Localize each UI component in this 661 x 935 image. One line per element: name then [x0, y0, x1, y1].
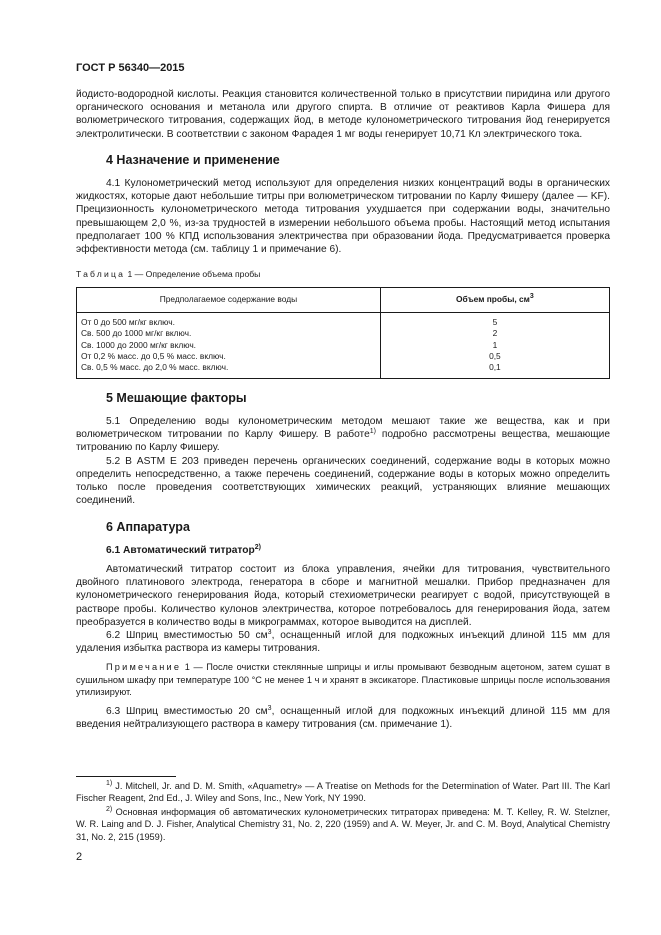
section-6-1-heading-text: 6.1 Автоматический титратор — [106, 544, 255, 556]
table-header-volume-text: Объем пробы, см — [456, 294, 530, 305]
footnote-2 — [76, 806, 610, 843]
table-body-row — [77, 312, 610, 378]
table-caption-label: Таблица — [76, 269, 126, 280]
table-row-content: От 0 до 500 мг/кг включ. — [81, 316, 175, 327]
section-5-1-text-a: 5.1 Определению воды кулонометрическим методом мешают такие же вещества, как и при волюметрическом титровании по Карлу Фишеру. В работе — [76, 416, 610, 441]
table-row-content: Св. 500 до 1000 мг/кг включ. — [81, 328, 192, 339]
sample-volume-table — [76, 287, 610, 378]
footnote-2-text: Основная информация об автоматических кулонометрических титраторах приведена: M. T. Kelley, R. W. Stelzner, W. R. Laing and D. J. Fisher, Analytical Chemistry 31, No. 2, 220 (1959) and A. W. Meyer, Jr. and C. M. Boyd, Analytical Chemistry 31, No. 2, 215 (1959). — [76, 806, 610, 842]
section-6-2-unit-sup: 3 — [267, 628, 272, 636]
table-row-volume: 5 — [492, 316, 498, 327]
table-row-volume: 2 — [492, 328, 498, 339]
main-content — [76, 88, 610, 731]
table-header-row — [77, 288, 610, 312]
table-row-content: От 0,2 % масс. до 0,5 % масс. включ. — [81, 351, 226, 362]
table-header-content — [77, 288, 381, 312]
table-row-content: Св. 1000 до 2000 мг/кг включ. — [81, 339, 197, 350]
section-6-3-unit-sup: 3 — [267, 704, 272, 712]
table-header-content-text: Предполагаемое содержание воды — [159, 294, 298, 305]
table-row-content: Св. 0,5 % масс. до 2,0 % масс. включ. — [81, 362, 229, 373]
section-6-2-paragraph — [76, 629, 610, 655]
footnote-1 — [76, 780, 610, 805]
section-5-heading: 5 Мешающие факторы — [106, 390, 247, 405]
table-caption — [76, 268, 610, 281]
footnote-1-mark: 1) — [106, 780, 113, 787]
footnote-ref-2[interactable]: 2) — [254, 543, 261, 551]
table-caption-text: 1 — Определение объема пробы — [127, 269, 261, 280]
section-6-1-paragraph: Автоматический титратор состоит из блока управления, ячейки для титрования, чувствительного двойного платинового электрода, генератора в сборе и магнитной мешалки. Прибор предназначен для кулонометрического генерирования йода, который стехиометрически реагирует с водой, присутствующей в растворе пробы. Количество кулонов электричества, которое потребовалось для генерирования йода, затем преобразуется в количество воды в микрограммах, которое выводится на дисплей. — [76, 563, 610, 628]
document-header: ГОСТ Р 56340—2015 — [76, 62, 185, 74]
note-text: 1 — После очистки стеклянные шприцы и иглы промывают безводным ацетоном, затем сушат в сушильном шкафу при температуре 100 °С не менее 1 ч и хранят в эксикаторе. Пластиковые шприцы после использования утилизируют. — [76, 662, 610, 698]
page-number: 2 — [76, 851, 83, 863]
table-header-volume — [380, 288, 609, 312]
footnote-2-mark: 2) — [106, 805, 113, 813]
section-4-heading: 4 Назначение и применение — [106, 152, 280, 167]
section-6-heading: 6 Аппаратура — [106, 519, 190, 534]
section-6-3-text-b: , оснащенный иглой для подкожных инъекций длиной 115 мм для введения нейтрализующего раствора в камеру титрования (см. примечание 1). — [76, 705, 610, 730]
section-5-1-text-b: подробно рассмотрены вещества, мешающие титрованию по Карлу Фишеру. — [76, 429, 610, 454]
section-6-3-text-a: 6.3 Шприц вместимостью 20 см — [106, 705, 268, 717]
footnote-divider — [76, 776, 176, 777]
section-5-2-paragraph: 5.2 В ASTM E 203 приведен перечень органических соединений, содержание воды в которых можно определить непосредственно, а также перечень соединений, содержание воды в которых можно определить только после проведения соответствующих химических реакций, устраняющих влияние мешающих соединений. — [76, 455, 610, 507]
footnotes — [76, 780, 610, 844]
section-6-1-heading — [106, 544, 610, 557]
section-4-1-paragraph: 4.1 Кулонометрический метод используют для определения низких концентраций воды в органических жидкостях, которые дают небольшие титры при волюметрическом титровании по Карлу Фишеру (далее — KF). Прецизионность кулонометрического метода титрования ухудшается при содержании воды, значительно превышающем 2,0 %, из-за трудностей в измерении небольшого объема пробы. Настоящий метод испытания предполагает 100 % КПД использования электричества при образовании йода. Предусматривается проверка эффективности метода (см. таблицу 1 и примечание 6). — [76, 178, 610, 256]
table-cell-content — [77, 312, 381, 378]
footnote-ref-1[interactable]: 1) — [369, 428, 376, 436]
note-1 — [76, 661, 610, 698]
section-6-2-text-b: , оснащенный иглой для подкожных инъекций длиной 115 мм для удаления избытка раствора из камеры титрования. — [76, 629, 610, 655]
section-6-2-text-a: 6.2 Шприц вместимостью 50 см — [106, 629, 268, 641]
note-label: Примечание — [106, 662, 182, 673]
table-header-volume-sup: 3 — [529, 293, 534, 301]
section-5-1-paragraph — [76, 415, 610, 455]
section-6-3-paragraph — [76, 705, 610, 731]
table-row-volume: 0,1 — [489, 362, 501, 373]
table-cell-volume — [380, 312, 609, 378]
intro-paragraph: йодисто-водородной кислоты. Реакция становится количественной только в присутствии пиридина или другого органического основания и метанола или другого спирта. В отличие от реактивов Карла Фишера для волюметрического титрования, содержащих йод, в методе кулонометрического титрования йод генерируется электролитически. В соответствии с законом Фарадея 1 мг воды генерирует 10,71 Кл электрического тока. — [76, 89, 610, 140]
table-row-volume: 0,5 — [489, 351, 501, 362]
table-row-volume: 1 — [492, 339, 498, 350]
footnote-1-text: J. Mitchell, Jr. and D. M. Smith, «Aquametry» — A Treatise on Methods for the Determination of Water. Part III. The Karl Fischer Reagent, 2nd Ed., J. Wiley and Sons, Inc., New York, NY 1990. — [76, 781, 610, 804]
